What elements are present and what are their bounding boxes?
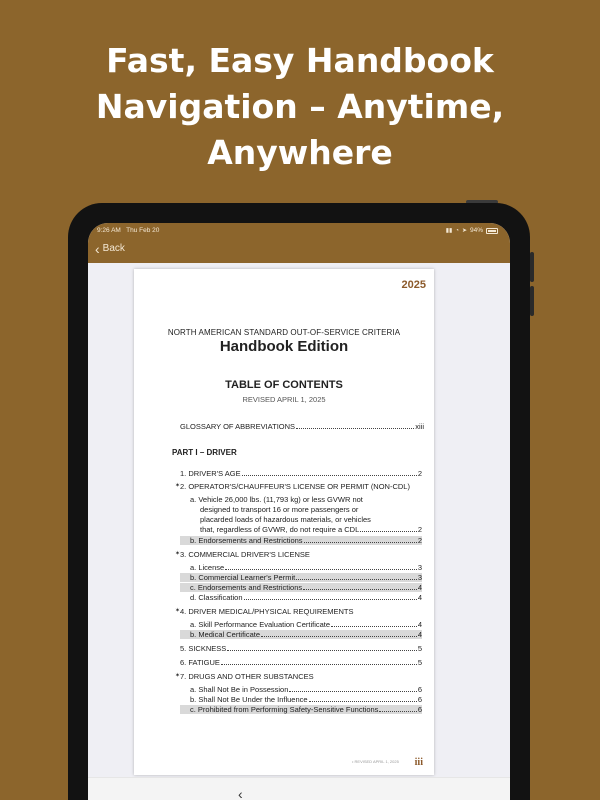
toc-entry-3c[interactable] (180, 583, 422, 592)
signal-icon: ▮▮ (445, 228, 453, 234)
toc-entry-4b[interactable] (180, 630, 422, 639)
footer-revision-note: • REVISED APRIL 1, 2025 (352, 759, 399, 764)
toc-entry-2a-line-1[interactable]: a. Vehicle 26,000 lbs. (11,793 kg) or less GVWR not (190, 495, 363, 504)
battery-percent: 94% (469, 227, 483, 234)
document-year: 2025 (401, 279, 426, 291)
bottom-toolbar (88, 777, 510, 800)
toc-entry-page: 5 (417, 644, 422, 653)
toc-entry-page: 2 (417, 469, 422, 478)
status-clock: 9:26 AM (97, 227, 121, 234)
dot-leader (225, 569, 417, 570)
toc-entry-page: xiii (415, 422, 424, 431)
headline-line-2: Navigation – Anytime, (95, 87, 505, 126)
headline-line-3: Anywhere (207, 133, 393, 172)
toc-entry-text: b. Shall Not Be Under the Influence (190, 695, 308, 704)
toc-entry-text: GLOSSARY OF ABBREVIATIONS (180, 422, 296, 431)
document-edition: Handbook Edition (219, 338, 349, 355)
revision-star-icon: ✶ (175, 673, 181, 679)
revision-star-icon: ✶ (175, 551, 181, 557)
toc-heading: TABLE OF CONTENTS (225, 379, 343, 391)
toc-entry-text: d. Classification (190, 593, 243, 602)
toc-entry-text: b. Endorsements and Restrictions (190, 536, 303, 545)
toc-entry-text: a. License (190, 563, 225, 572)
toc-entry-7b[interactable] (190, 695, 422, 704)
toc-entry-text: a. Shall Not Be in Possession (190, 685, 289, 694)
toc-entry-7[interactable]: 7. DRUGS AND OTHER SUBSTANCES (180, 672, 314, 681)
toc-entry-2a-line-4[interactable] (200, 525, 422, 534)
toc-entry-text: a. Skill Performance Evaluation Certificate (190, 620, 331, 629)
toc-entry-2[interactable]: 2. OPERATOR'S/CHAUFFEUR'S LICENSE OR PERMIT (NON-CDL) (180, 482, 410, 491)
toc-entry-text: 5. SICKNESS (180, 644, 227, 653)
toc-entry-page: 2 (417, 525, 422, 534)
dot-leader (242, 475, 417, 476)
battery-icon (486, 228, 498, 234)
headline-line-1: Fast, Easy Handbook (106, 41, 494, 80)
toc-entry-page: 4 (417, 630, 422, 639)
toc-entry-3b[interactable] (180, 573, 422, 582)
dot-leader (331, 626, 417, 627)
part-heading: PART I – DRIVER (172, 448, 237, 457)
device-volume-down-button (530, 286, 534, 316)
toc-entry-text: b. Medical Certificate (190, 630, 261, 639)
toc-entry-7a[interactable] (190, 685, 422, 694)
dot-leader (309, 701, 417, 702)
tablet-screen (88, 223, 510, 800)
toc-entry-page: 5 (417, 658, 422, 667)
dot-leader (296, 428, 414, 429)
back-button[interactable] (95, 240, 125, 257)
document-title: NORTH AMERICAN STANDARD OUT-OF-SERVICE CRITERIA (167, 328, 401, 337)
toc-entry-text: c. Prohibited from Performing Safety-Sensitive Functions (190, 705, 379, 714)
toc-entry-page: 3 (417, 563, 422, 572)
toc-entry-3[interactable]: 3. COMMERCIAL DRIVER'S LICENSE (180, 550, 310, 559)
toc-entry-2b[interactable] (180, 536, 422, 545)
dot-leader (360, 531, 417, 532)
dot-leader (244, 599, 417, 600)
navigation-bar (88, 223, 510, 263)
chevron-left-icon: ‹ (95, 240, 100, 257)
toc-entry-2a-line-2[interactable]: designed to transport 16 or more passengers or (200, 505, 359, 514)
page-number: iii (414, 757, 423, 768)
toc-entry-page: 4 (417, 620, 422, 629)
toc-entry-text: 6. FATIGUE (180, 658, 220, 667)
toc-entry-2a-line-3[interactable]: placarded loads of hazardous materials, or vehicles (200, 515, 371, 524)
dot-leader (296, 579, 417, 580)
toc-entry-5[interactable] (180, 644, 422, 653)
toc-entry-glossary[interactable] (180, 422, 424, 431)
dot-leader (227, 650, 417, 651)
toc-entry-text: that, regardless of GVWR, do not require a CDL (200, 525, 360, 534)
toc-entry-page: 3 (417, 573, 422, 582)
revised-date: REVISED APRIL 1, 2025 (242, 395, 326, 404)
toc-entry-text: 1. DRIVER'S AGE (180, 469, 241, 478)
toc-entry-3d[interactable] (190, 593, 422, 602)
toc-entry-7c[interactable] (180, 705, 422, 714)
toc-entry-page: 2 (417, 536, 422, 545)
back-label: Back (102, 243, 125, 254)
dot-leader (303, 589, 417, 590)
dot-leader (304, 542, 417, 543)
dot-leader (379, 711, 416, 712)
revision-star-icon: ✶ (175, 483, 181, 489)
revision-star-icon: ✶ (175, 608, 181, 614)
dot-leader (289, 691, 416, 692)
device-volume-up-button (530, 252, 534, 282)
toc-entry-page: 6 (417, 685, 422, 694)
toc-entry-4a[interactable] (190, 620, 422, 629)
toc-entry-page: 6 (417, 695, 422, 704)
toc-entry-text: c. Endorsements and Restrictions (190, 583, 303, 592)
dot-leader (221, 664, 417, 665)
status-time (97, 227, 159, 234)
toc-entry-3a[interactable] (190, 563, 422, 572)
toc-entry-page: 4 (417, 583, 422, 592)
dot-leader (261, 636, 417, 637)
toc-entry-6[interactable] (180, 658, 422, 667)
status-indicators (446, 227, 498, 234)
wifi-icon: ◔ (455, 227, 459, 234)
location-icon: ➤ (461, 228, 467, 234)
document-page[interactable] (134, 269, 434, 775)
toc-entry-text: b. Commercial Learner's Permit (190, 573, 296, 582)
toc-entry-1[interactable] (180, 469, 422, 478)
toc-entry-page: 6 (417, 705, 422, 714)
promo-headline (0, 38, 600, 176)
toc-entry-page: 4 (417, 593, 422, 602)
previous-page-chevron-icon[interactable]: ‹ (238, 786, 243, 800)
status-date: Thu Feb 20 (126, 227, 160, 234)
toc-entry-4[interactable]: 4. DRIVER MEDICAL/PHYSICAL REQUIREMENTS (180, 607, 354, 616)
